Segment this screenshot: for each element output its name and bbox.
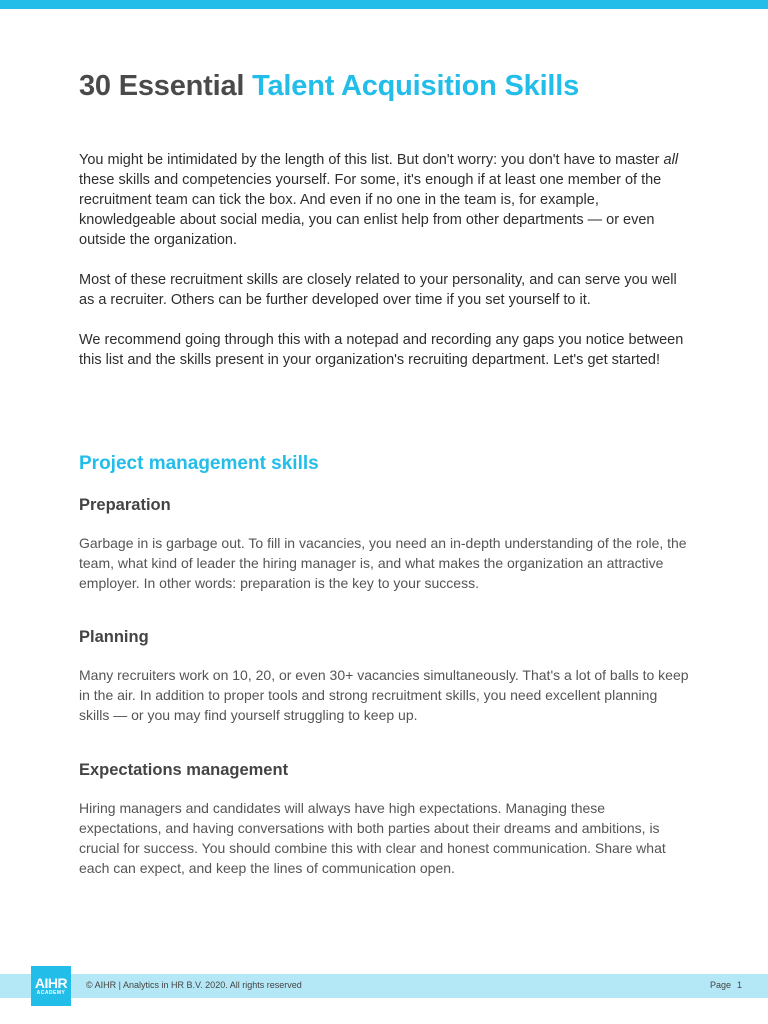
page-title-main: 30 Essential xyxy=(79,70,245,102)
skill-preparation xyxy=(79,496,691,593)
top-accent-bar xyxy=(0,0,768,9)
intro-section xyxy=(79,150,691,390)
skill-title: Planning xyxy=(79,628,149,646)
skill-description: Garbage in is garbage out. To fill in vacancies, you need an in-depth understanding of the role, the team, what kind of leader the hiring manager is, and what makes the organization an attractive employer. In other words: preparation is the key to your success. xyxy=(79,535,687,591)
skill-title: Preparation xyxy=(79,496,171,514)
intro-p1-text-a: You might be intimidated by the length of this list. But don't worry: you don't have to master xyxy=(79,152,664,168)
skill-description: Many recruiters work on 10, 20, or even 30+ vacancies simultaneously. That's a lot of balls to keep in the air. In addition to proper tools and strong recruitment skills, you need excellent planning skills — or you may find yourself struggling to keep up. xyxy=(79,667,689,723)
skill-planning xyxy=(79,628,691,725)
skill-expectations-management xyxy=(79,761,691,878)
aihr-logo xyxy=(31,966,71,1006)
logo-wordmark: AIHR xyxy=(34,974,68,991)
skill-description: Hiring managers and candidates will always have high expectations. Managing these expectations, and having conversations with both parties about their dreams and ambitions, is crucial for success. You should combine this with clear and honest communication. Share what each can expect, and keep the lines of communication open. xyxy=(79,800,666,876)
intro-paragraph-3: We recommend going through this with a notepad and recording any gaps you notice between this list and the skills present in your organization's recruiting department. Let's get started! xyxy=(79,332,684,368)
footer-copyright: © AIHR | Analytics in HR B.V. 2020. All rights reserved xyxy=(86,980,302,990)
intro-paragraph-2: Most of these recruitment skills are closely related to your personality, and can serve you well as a recruiter. Others can be further developed over time if you set yourself to it. xyxy=(79,272,677,308)
page-label: Page xyxy=(709,980,731,990)
intro-p1-text-b: these skills and competencies yourself. For some, it's enough if at least one member of the recruitment team can tick the box. And even if no one in the team is, for example, knowledgeable about social media, you can enlist help from other departments — or even outside the organization. xyxy=(79,172,662,248)
intro-paragraph-1 xyxy=(79,150,691,250)
footer-page-indicator xyxy=(710,980,742,990)
skill-title: Expectations management xyxy=(79,761,289,779)
intro-p1-emphasis: all xyxy=(663,152,679,168)
page-title-accent: Talent Acquisition Skills xyxy=(252,70,580,102)
logo-subtitle: ACADEMY xyxy=(36,989,66,996)
page-title xyxy=(79,70,699,103)
page-number: 1 xyxy=(736,980,742,990)
section-heading: Project management skills xyxy=(79,453,319,474)
